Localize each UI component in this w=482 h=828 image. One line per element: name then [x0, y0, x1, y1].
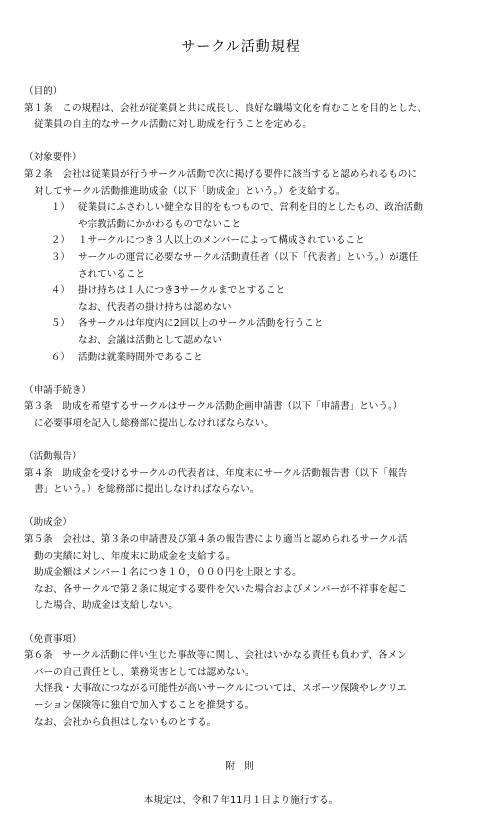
article-line: 第１条 この規程は、会社が従業員と共に成長し、良好な職場文化を育むことを目的とした、	[24, 102, 427, 114]
article-line: 第４条 助成金を受けるサークルの代表者は、年度末にサークル活動報告書（以下「報告	[24, 467, 408, 479]
item-number: ６）	[50, 351, 70, 363]
item-text: 従業員にふさわしい健全な目的をもつもので、営利を目的としたもの、政治活動	[78, 202, 423, 214]
article-line: 書」という。）を総務部に提出しなければならない。	[34, 484, 260, 496]
item-text: １サークルにつき３人以上のメンバーによって構成されていること	[78, 235, 365, 247]
document-body	[24, 84, 464, 748]
item-continuation: や宗教活動にかかわるものでないこと	[78, 218, 242, 230]
article-line: に必要事項を記入し総務部に提出しなければならない。	[34, 417, 274, 429]
article-line: ーション保険等に独自で加入することを推奨する。	[34, 699, 255, 711]
article-line: 助成金額はメンバー１名につき１０，０００円を上限とする。	[34, 567, 302, 579]
article-line: 大怪我・大事故につながる可能性が高いサークルについては、スポーツ保険やレクリエ	[34, 683, 407, 695]
item-number: ２）	[50, 235, 70, 247]
item-text: 掛け持ちは１人につき3サークルまでとすること	[78, 285, 286, 297]
section-heading: （目的）	[24, 86, 63, 97]
section-report	[24, 449, 464, 499]
requirement-item	[24, 283, 464, 300]
item-text: 各サークルは年度内に2回以上のサークル活動を行うこと	[78, 318, 324, 330]
article-line: なお、会社から負担はしないものとする。	[34, 716, 217, 728]
item-number: ４）	[50, 285, 70, 297]
section-heading: （申請手続き）	[24, 384, 92, 396]
article-line: 第６条 サークル活動に伴い生じた事故等に関し、会社はいかなる責任も負わず、各メン	[24, 650, 407, 662]
article-line: なお、各サークルで第２条に規定する要件を欠いた場合およびメンバーが不祥事を起こ	[34, 583, 408, 595]
section-purpose	[24, 84, 464, 134]
article-line: 第３条 助成を希望するサークルはサークル活動企画申請書（以下「申請書」という。）	[24, 401, 403, 413]
section-heading: （助成金）	[24, 517, 72, 529]
item-continuation: なお、会議は活動として認めない	[78, 334, 222, 346]
section-grant	[24, 515, 464, 615]
requirement-item	[24, 316, 464, 333]
item-number: ５）	[50, 318, 70, 330]
section-exemption	[24, 632, 464, 732]
effective-date-text: 本規定は、令和７年11月１日より施行する。	[143, 795, 339, 806]
requirement-item	[24, 233, 464, 250]
article-line: 動の実績に対し、年度末に助成金を支給する。	[34, 550, 236, 562]
section-requirements	[24, 150, 464, 366]
document-title: サークル活動規程	[181, 39, 301, 55]
item-continuation: されていること	[78, 268, 146, 280]
article-line: 従業員の自主的なサークル活動に対し助成を行うことを定める。	[34, 119, 312, 131]
requirement-item	[24, 200, 464, 217]
item-text: 活動は就業時間外であること	[78, 351, 203, 363]
requirement-item	[24, 250, 464, 267]
section-heading: （対象要件）	[24, 152, 82, 164]
article-line: 対してサークル活動推進助成金（以下「助成金」という。）を支給する。	[34, 185, 346, 197]
requirement-item	[24, 350, 464, 367]
section-application	[24, 383, 464, 433]
article-line: バーの自己責任とし、業務災害としては認めない。	[34, 666, 255, 678]
section-heading: （活動報告）	[24, 451, 82, 463]
item-text: サークルの運営に必要なサークル活動責任者（以下「代表者」という。）が選任	[78, 251, 418, 263]
section-heading: （免責事項）	[24, 633, 82, 645]
item-number: １）	[50, 202, 70, 214]
article-line: した場合、助成金は支給しない。	[34, 600, 178, 612]
article-line: 第２条 会社は従業員が行うサークル活動で次に掲げる要件に該当すると認められるものに	[24, 168, 418, 180]
item-continuation: なお、代表者の掛け持ちは認めない	[78, 301, 232, 313]
item-number: ３）	[50, 251, 70, 263]
appendix-heading: 附 則	[225, 761, 257, 772]
article-line: 第５条 会社は、第３条の申請書及び第４条の報告書により適当と認められるサークル活	[24, 534, 408, 546]
